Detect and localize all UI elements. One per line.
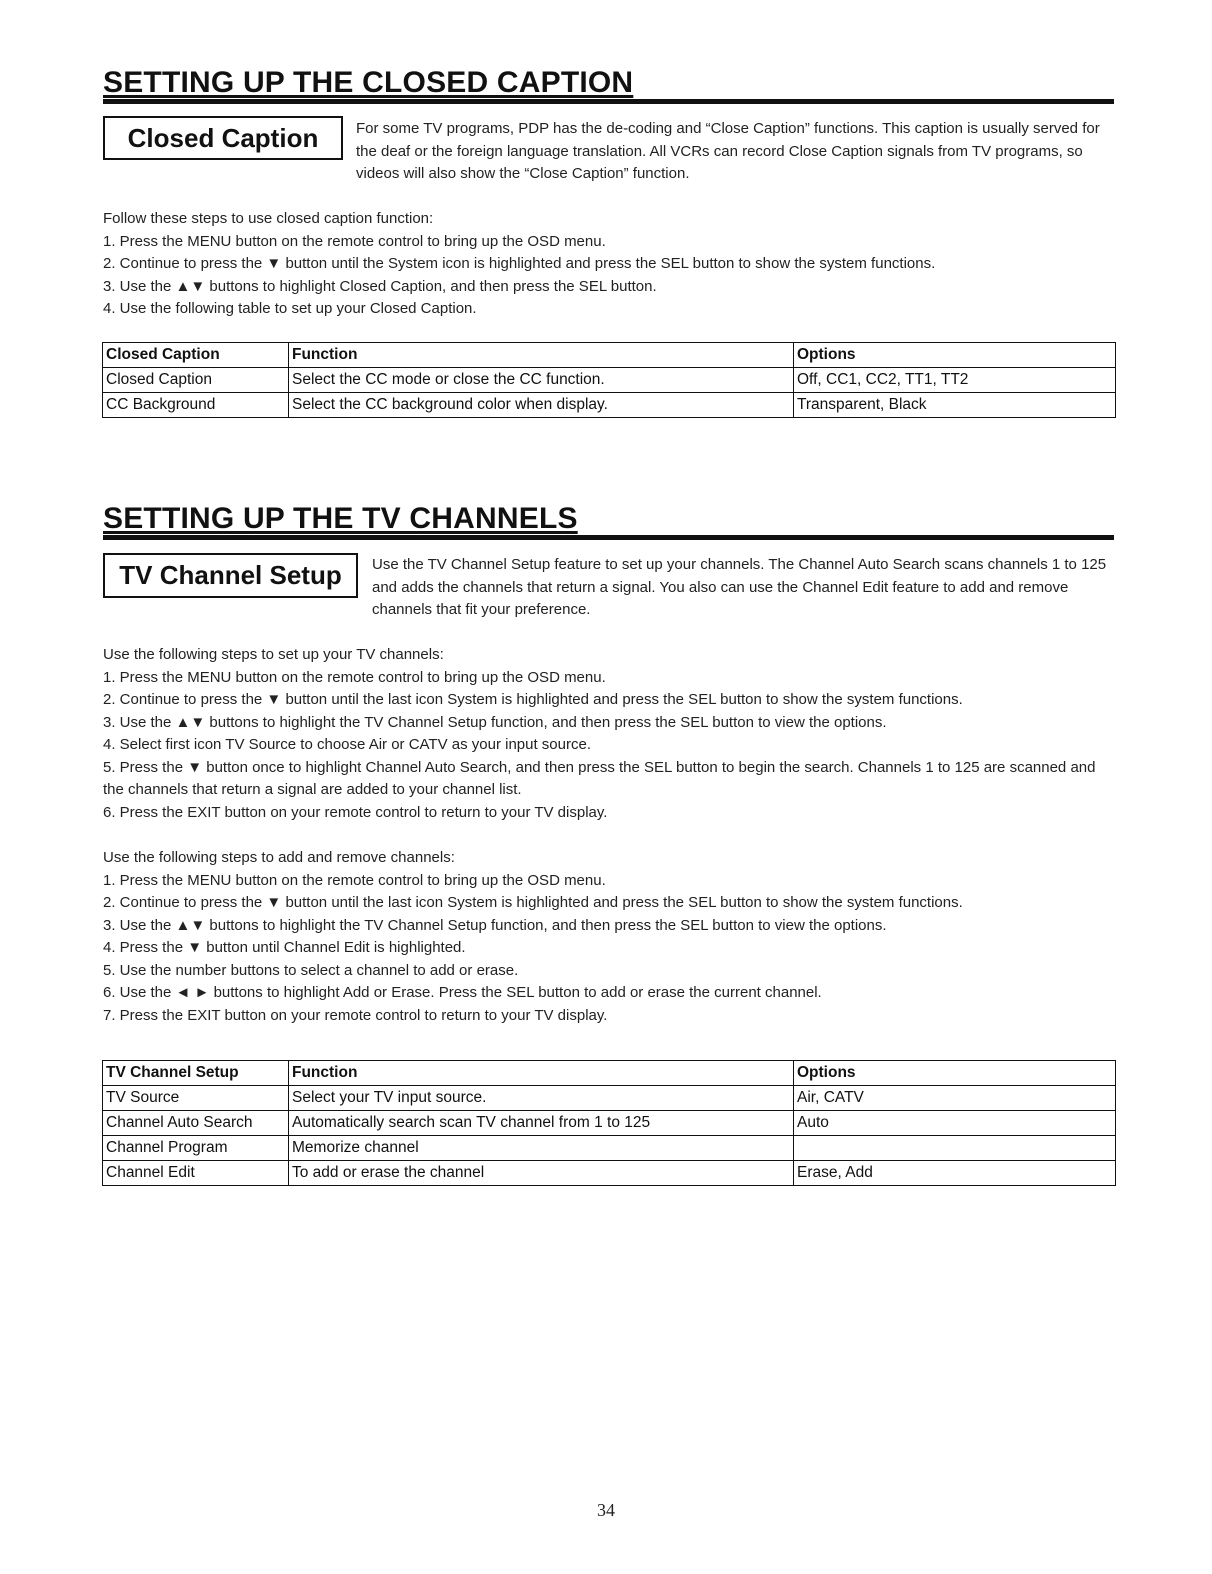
closed-caption-steps bbox=[103, 208, 1115, 321]
table-cell: Air, CATV bbox=[794, 1086, 1116, 1111]
tv-channels-edit-step: 4. Press the ▼ button until Channel Edit is highlighted. bbox=[103, 939, 466, 956]
tv-channels-edit-heading: Use the following steps to add and remove channels: bbox=[103, 849, 455, 866]
table-header-cell: TV Channel Setup bbox=[103, 1061, 289, 1086]
closed-caption-label-text: Closed Caption bbox=[127, 122, 319, 153]
tv-channels-edit-steps bbox=[103, 847, 1115, 1027]
closed-caption-section-title: SETTING UP THE CLOSED CAPTION bbox=[103, 66, 634, 99]
table-cell: Auto bbox=[794, 1111, 1116, 1136]
tv-channel-setup-label-box bbox=[103, 553, 358, 598]
tv-channels-edit-step: 1. Press the MENU button on the remote control to bring up the OSD menu. bbox=[103, 871, 606, 889]
closed-caption-title-rule bbox=[103, 99, 1114, 104]
table-cell: Closed Caption bbox=[103, 368, 289, 393]
closed-caption-step: 3. Use the ▲▼ buttons to highlight Closed Caption, and then press the SEL button. bbox=[103, 277, 657, 295]
tv-channels-setup-step: 2. Continue to press the ▼ button until the last icon System is highlighted and press the SEL button to show the system functions. bbox=[103, 691, 963, 708]
tv-channels-intro: Use the TV Channel Setup feature to set up your channels. The Channel Auto Search scans channels 1 to 125 and adds the channels that return a signal. You also can use the Channel Edit feature to add and remove channels that fit your preference. bbox=[372, 556, 1107, 618]
tv-channels-setup-step: 4. Select first icon TV Source to choose Air or CATV as your input source. bbox=[103, 736, 591, 753]
table-header-row bbox=[103, 343, 1116, 368]
table-row bbox=[103, 1086, 1116, 1111]
table-cell: Select the CC mode or close the CC function. bbox=[289, 368, 794, 393]
table-header-cell: Function bbox=[289, 343, 794, 368]
tv-channels-setup-step: 1. Press the MENU button on the remote control to bring up the OSD menu. bbox=[103, 668, 606, 686]
tv-channels-edit-step: 3. Use the ▲▼ buttons to highlight the TV Channel Setup function, and then press the SEL button to view the options. bbox=[103, 916, 887, 934]
table-row bbox=[103, 1136, 1116, 1161]
table-cell: TV Source bbox=[103, 1086, 289, 1111]
tv-channels-section-title: SETTING UP THE TV CHANNELS bbox=[103, 502, 578, 535]
table-cell: Off, CC1, CC2, TT1, TT2 bbox=[794, 368, 1116, 393]
closed-caption-step: 4. Use the following table to set up your Closed Caption. bbox=[103, 300, 477, 317]
table-row bbox=[103, 1161, 1116, 1186]
table-header-cell: Function bbox=[289, 1061, 794, 1086]
table-header-cell: Closed Caption bbox=[103, 343, 289, 368]
table-cell: Channel Auto Search bbox=[103, 1111, 289, 1136]
table-cell: To add or erase the channel bbox=[289, 1161, 794, 1186]
closed-caption-intro: For some TV programs, PDP has the de-coding and “Close Caption” functions. This caption is usually served for the deaf or the foreign language translation. All VCRs can record Close Caption signals from TV programs, so videos will also show the “Close Caption” function. bbox=[356, 120, 1100, 182]
closed-caption-step: 2. Continue to press the ▼ button until the System icon is highlighted and press the SEL button to show the system functions. bbox=[103, 255, 936, 272]
table-cell: Erase, Add bbox=[794, 1161, 1116, 1186]
table-header-row bbox=[103, 1061, 1116, 1086]
table-cell bbox=[794, 1136, 1116, 1161]
tv-channels-setup-heading: Use the following steps to set up your TV channels: bbox=[103, 646, 444, 663]
table-cell: Channel Edit bbox=[103, 1161, 289, 1186]
table-cell: Select the CC background color when display. bbox=[289, 393, 794, 418]
tv-channels-setup-step: 5. Press the ▼ button once to highlight Channel Auto Search, and then press the SEL button to begin the search. Channels 1 to 125 are scanned and the channels that return a signal are added to your channel list. bbox=[103, 758, 1096, 798]
table-cell: Transparent, Black bbox=[794, 393, 1116, 418]
page-number: 34 bbox=[597, 1500, 615, 1520]
tv-channel-setup-table bbox=[102, 1060, 1116, 1186]
table-header-cell: Options bbox=[794, 343, 1116, 368]
tv-channels-title-rule bbox=[103, 535, 1114, 540]
tv-channels-setup-steps bbox=[103, 644, 1115, 824]
tv-channels-edit-step: 2. Continue to press the ▼ button until the last icon System is highlighted and press the SEL button to show the system functions. bbox=[103, 894, 963, 911]
table-cell: Memorize channel bbox=[289, 1136, 794, 1161]
tv-channel-setup-label-text: TV Channel Setup bbox=[119, 560, 342, 590]
table-cell: Channel Program bbox=[103, 1136, 289, 1161]
table-row bbox=[103, 368, 1116, 393]
tv-channels-edit-step: 5. Use the number buttons to select a channel to add or erase. bbox=[103, 961, 519, 979]
tv-channels-edit-step: 6. Use the ◄ ► buttons to highlight Add or Erase. Press the SEL button to add or erase the current channel. bbox=[103, 984, 822, 1001]
table-cell: CC Background bbox=[103, 393, 289, 418]
table-cell: Select your TV input source. bbox=[289, 1086, 794, 1111]
closed-caption-label-box bbox=[103, 116, 343, 160]
tv-channels-setup-step: 6. Press the EXIT button on your remote control to return to your TV display. bbox=[103, 803, 608, 821]
table-row bbox=[103, 393, 1116, 418]
tv-channels-edit-step: 7. Press the EXIT button on your remote control to return to your TV display. bbox=[103, 1006, 608, 1024]
closed-caption-steps-heading: Follow these steps to use closed caption function: bbox=[103, 210, 434, 227]
table-cell: Automatically search scan TV channel from 1 to 125 bbox=[289, 1111, 794, 1136]
closed-caption-step: 1. Press the MENU button on the remote control to bring up the OSD menu. bbox=[103, 232, 606, 250]
table-header-cell: Options bbox=[794, 1061, 1116, 1086]
table-row bbox=[103, 1111, 1116, 1136]
tv-channels-setup-step: 3. Use the ▲▼ buttons to highlight the TV Channel Setup function, and then press the SEL button to view the options. bbox=[103, 713, 887, 731]
closed-caption-table bbox=[102, 342, 1116, 418]
